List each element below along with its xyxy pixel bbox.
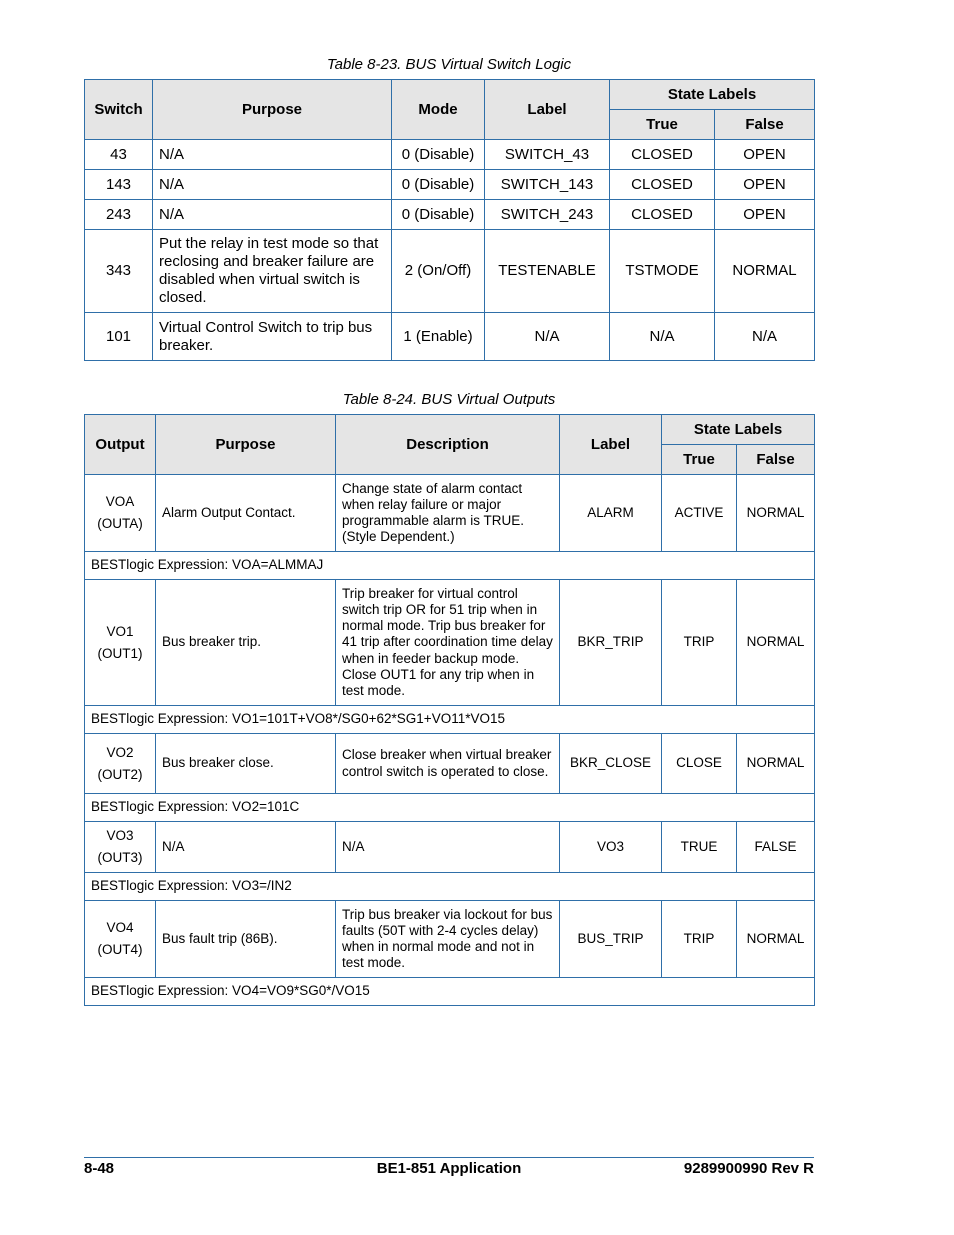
output-cell bbox=[85, 475, 156, 552]
col-header-description: Description bbox=[336, 415, 560, 475]
true-cell: TRIP bbox=[662, 580, 737, 706]
false-cell: N/A bbox=[715, 313, 815, 361]
col-header-true: True bbox=[662, 445, 737, 475]
label-cell: VO3 bbox=[560, 822, 662, 873]
col-header-output: Output bbox=[85, 415, 156, 475]
expression-row bbox=[85, 978, 815, 1006]
description-cell: Trip breaker for virtual control switch trip OR for 51 trip when in normal mode. Trip bus breaker for 41 trip after coordination time delay when in feeder backup mode. Close OUT1 for any trip when in test mode. bbox=[336, 580, 560, 706]
expression-row bbox=[85, 794, 815, 822]
table-caption: Table 8-23. BUS Virtual Switch Logic bbox=[326, 56, 572, 73]
mode-cell: 0 (Disable) bbox=[392, 170, 485, 200]
output-contact: (OUT4) bbox=[97, 942, 143, 957]
bestlogic-expression: BESTlogic Expression: VOA=ALMMAJ bbox=[85, 552, 815, 580]
label-cell: BUS_TRIP bbox=[560, 901, 662, 978]
true-cell: CLOSED bbox=[610, 200, 715, 230]
output-contact: (OUT2) bbox=[97, 766, 143, 782]
virtual-outputs-table bbox=[84, 414, 815, 1006]
false-cell: NORMAL bbox=[737, 580, 815, 706]
expression-row bbox=[85, 552, 815, 580]
table-row bbox=[85, 580, 815, 706]
table-caption: Table 8-24. BUS Virtual Outputs bbox=[342, 391, 556, 408]
table-row bbox=[85, 170, 815, 200]
col-header-false: False bbox=[715, 110, 815, 140]
col-header-true: True bbox=[610, 110, 715, 140]
output-id: VO1 bbox=[106, 623, 134, 639]
page-number: 8-48 bbox=[84, 1160, 115, 1177]
bestlogic-expression: BESTlogic Expression: VO3=/IN2 bbox=[85, 873, 815, 901]
description-cell: Close breaker when virtual breaker control switch is operated to close. bbox=[336, 734, 560, 794]
output-id: VO2 bbox=[106, 744, 134, 760]
table-row bbox=[85, 200, 815, 230]
true-cell: CLOSED bbox=[610, 140, 715, 170]
output-contact: (OUT1) bbox=[97, 645, 143, 661]
col-header-label: Label bbox=[485, 80, 610, 140]
bestlogic-expression: BESTlogic Expression: VO2=101C bbox=[85, 794, 815, 822]
output-cell bbox=[85, 822, 156, 873]
switch-cell: 343 bbox=[85, 230, 153, 313]
purpose-cell: Bus fault trip (86B). bbox=[156, 901, 336, 978]
mode-cell: 1 (Enable) bbox=[392, 313, 485, 361]
col-header-purpose: Purpose bbox=[156, 415, 336, 475]
expression-row bbox=[85, 873, 815, 901]
col-header-state-labels: State Labels bbox=[662, 415, 815, 445]
output-cell bbox=[85, 580, 156, 706]
false-cell: FALSE bbox=[737, 822, 815, 873]
document-revision: 9289900990 Rev R bbox=[683, 1160, 814, 1177]
table-row bbox=[85, 140, 815, 170]
false-cell: OPEN bbox=[715, 170, 815, 200]
table-row bbox=[85, 822, 815, 873]
true-cell: ACTIVE bbox=[662, 475, 737, 552]
label-cell: SWITCH_143 bbox=[485, 170, 610, 200]
table-row bbox=[85, 901, 815, 978]
col-header-false: False bbox=[737, 445, 815, 475]
description-cell: Change state of alarm contact when relay failure or major programmable alarm is TRUE. (Style Dependent.) bbox=[336, 475, 560, 552]
true-cell: TRIP bbox=[662, 901, 737, 978]
false-cell: NORMAL bbox=[737, 734, 815, 794]
col-header-purpose: Purpose bbox=[153, 80, 392, 140]
switch-cell: 101 bbox=[85, 313, 153, 361]
output-contact: (OUT3) bbox=[97, 850, 143, 865]
label-cell: N/A bbox=[485, 313, 610, 361]
label-cell: ALARM bbox=[560, 475, 662, 552]
label-cell: SWITCH_43 bbox=[485, 140, 610, 170]
output-cell bbox=[85, 901, 156, 978]
output-contact: (OUTA) bbox=[97, 516, 143, 531]
switch-cell: 143 bbox=[85, 170, 153, 200]
label-cell: TESTENABLE bbox=[485, 230, 610, 313]
mode-cell: 2 (On/Off) bbox=[392, 230, 485, 313]
false-cell: NORMAL bbox=[737, 901, 815, 978]
purpose-cell: Virtual Control Switch to trip bus breaker. bbox=[153, 313, 392, 361]
purpose-cell: N/A bbox=[153, 170, 392, 200]
col-header-state-labels: State Labels bbox=[610, 80, 815, 110]
footer-divider bbox=[84, 1157, 814, 1158]
switch-cell: 43 bbox=[85, 140, 153, 170]
mode-cell: 0 (Disable) bbox=[392, 200, 485, 230]
mode-cell: 0 (Disable) bbox=[392, 140, 485, 170]
true-cell: TSTMODE bbox=[610, 230, 715, 313]
false-cell: NORMAL bbox=[737, 475, 815, 552]
output-cell bbox=[85, 734, 156, 794]
table-row bbox=[85, 313, 815, 361]
description-cell: N/A bbox=[336, 822, 560, 873]
col-header-switch: Switch bbox=[85, 80, 153, 140]
output-id: VOA bbox=[105, 494, 135, 509]
false-cell: OPEN bbox=[715, 200, 815, 230]
true-cell: CLOSE bbox=[662, 734, 737, 794]
true-cell: TRUE bbox=[662, 822, 737, 873]
output-id: VO3 bbox=[106, 828, 134, 843]
description-cell: Trip bus breaker via lockout for bus faults (50T with 2-4 cycles delay) when in normal mode and not in test mode. bbox=[336, 901, 560, 978]
label-cell: BKR_TRIP bbox=[560, 580, 662, 706]
label-cell: BKR_CLOSE bbox=[560, 734, 662, 794]
true-cell: CLOSED bbox=[610, 170, 715, 200]
purpose-cell: Put the relay in test mode so that reclosing and breaker failure are disabled when virtual switch is closed. bbox=[153, 230, 392, 313]
false-cell: NORMAL bbox=[715, 230, 815, 313]
switch-cell: 243 bbox=[85, 200, 153, 230]
bestlogic-expression: BESTlogic Expression: VO1=101T+VO8*/SG0+62*SG1+VO11*VO15 bbox=[85, 706, 815, 734]
footer-title: BE1-851 Application bbox=[376, 1160, 522, 1177]
label-cell: SWITCH_243 bbox=[485, 200, 610, 230]
purpose-cell: Alarm Output Contact. bbox=[156, 475, 336, 552]
false-cell: OPEN bbox=[715, 140, 815, 170]
purpose-cell: Bus breaker close. bbox=[156, 734, 336, 794]
col-header-mode: Mode bbox=[392, 80, 485, 140]
purpose-cell: N/A bbox=[156, 822, 336, 873]
bestlogic-expression: BESTlogic Expression: VO4=VO9*SG0*/VO15 bbox=[85, 978, 815, 1006]
expression-row bbox=[85, 706, 815, 734]
virtual-switch-table bbox=[84, 79, 815, 361]
table-row bbox=[85, 230, 815, 313]
purpose-cell: N/A bbox=[153, 140, 392, 170]
table-row bbox=[85, 734, 815, 794]
true-cell: N/A bbox=[610, 313, 715, 361]
output-id: VO4 bbox=[106, 920, 134, 935]
col-header-label: Label bbox=[560, 415, 662, 475]
purpose-cell: N/A bbox=[153, 200, 392, 230]
table-row bbox=[85, 475, 815, 552]
purpose-cell: Bus breaker trip. bbox=[156, 580, 336, 706]
